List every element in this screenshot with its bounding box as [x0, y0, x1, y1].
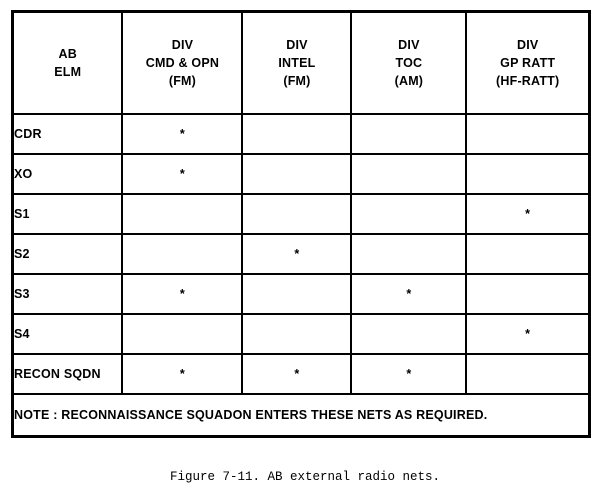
header-line: CMD & OPN [145, 56, 220, 70]
table-note: NOTE : RECONNAISSANCE SQUADON ENTERS THESE NETS AS REQUIRED. [13, 394, 590, 437]
header-div-cmd-opn [122, 12, 242, 115]
row-label: S2 [13, 234, 123, 274]
row-label: S4 [13, 314, 123, 354]
table-cell [466, 274, 589, 314]
header-line: (AM) [394, 74, 424, 88]
table-row [13, 114, 590, 154]
header-line: DIV [398, 38, 420, 52]
header-line: INTEL [278, 56, 316, 70]
row-label: S3 [13, 274, 123, 314]
table-row [13, 234, 590, 274]
table-cell [122, 314, 242, 354]
header-line: GP RATT [500, 56, 556, 70]
table-cell [122, 234, 242, 274]
header-div-gp-ratt [466, 12, 589, 115]
table-cell: * [122, 154, 242, 194]
row-label: XO [13, 154, 123, 194]
header-line: TOC [395, 56, 423, 70]
header-ab-elm [13, 12, 123, 115]
header-div-intel [242, 12, 351, 115]
table-cell: * [351, 274, 466, 314]
row-label: S1 [13, 194, 123, 234]
table-row [13, 154, 590, 194]
table-cell [466, 234, 589, 274]
radio-nets-table [11, 10, 591, 438]
table-cell [351, 314, 466, 354]
table-row [13, 194, 590, 234]
table-cell: * [122, 354, 242, 394]
table-cell [466, 114, 589, 154]
header-line: DIV [516, 38, 539, 52]
header-line: (HF-RATT) [496, 74, 560, 88]
header-line: AB [58, 47, 77, 61]
header-line: DIV [286, 38, 308, 52]
table-cell [122, 194, 242, 234]
table-cell [351, 194, 466, 234]
table-cell [242, 194, 351, 234]
table-cell: * [122, 274, 242, 314]
table-cell: * [466, 194, 589, 234]
table-cell: * [242, 354, 351, 394]
table-cell [242, 154, 351, 194]
row-label: CDR [13, 114, 123, 154]
header-line: ELM [54, 65, 82, 79]
table-cell [351, 154, 466, 194]
table-row [13, 274, 590, 314]
header-line: (FM) [168, 74, 197, 88]
table-cell [466, 154, 589, 194]
table-cell: * [242, 234, 351, 274]
header-row [13, 12, 590, 115]
note-row [13, 394, 590, 437]
table-cell: * [122, 114, 242, 154]
figure-caption: Figure 7-11. AB external radio nets. [169, 470, 441, 484]
table-cell [351, 114, 466, 154]
row-label: RECON SQDN [13, 354, 123, 394]
table-row [13, 314, 590, 354]
table-cell [242, 114, 351, 154]
header-line: DIV [171, 38, 194, 52]
table-cell [351, 234, 466, 274]
table-row [13, 354, 590, 394]
table-cell [242, 274, 351, 314]
table-cell: * [351, 354, 466, 394]
header-div-toc [351, 12, 466, 115]
table-cell [242, 314, 351, 354]
table-cell [466, 354, 589, 394]
table-cell: * [466, 314, 589, 354]
header-line: (FM) [283, 74, 311, 88]
